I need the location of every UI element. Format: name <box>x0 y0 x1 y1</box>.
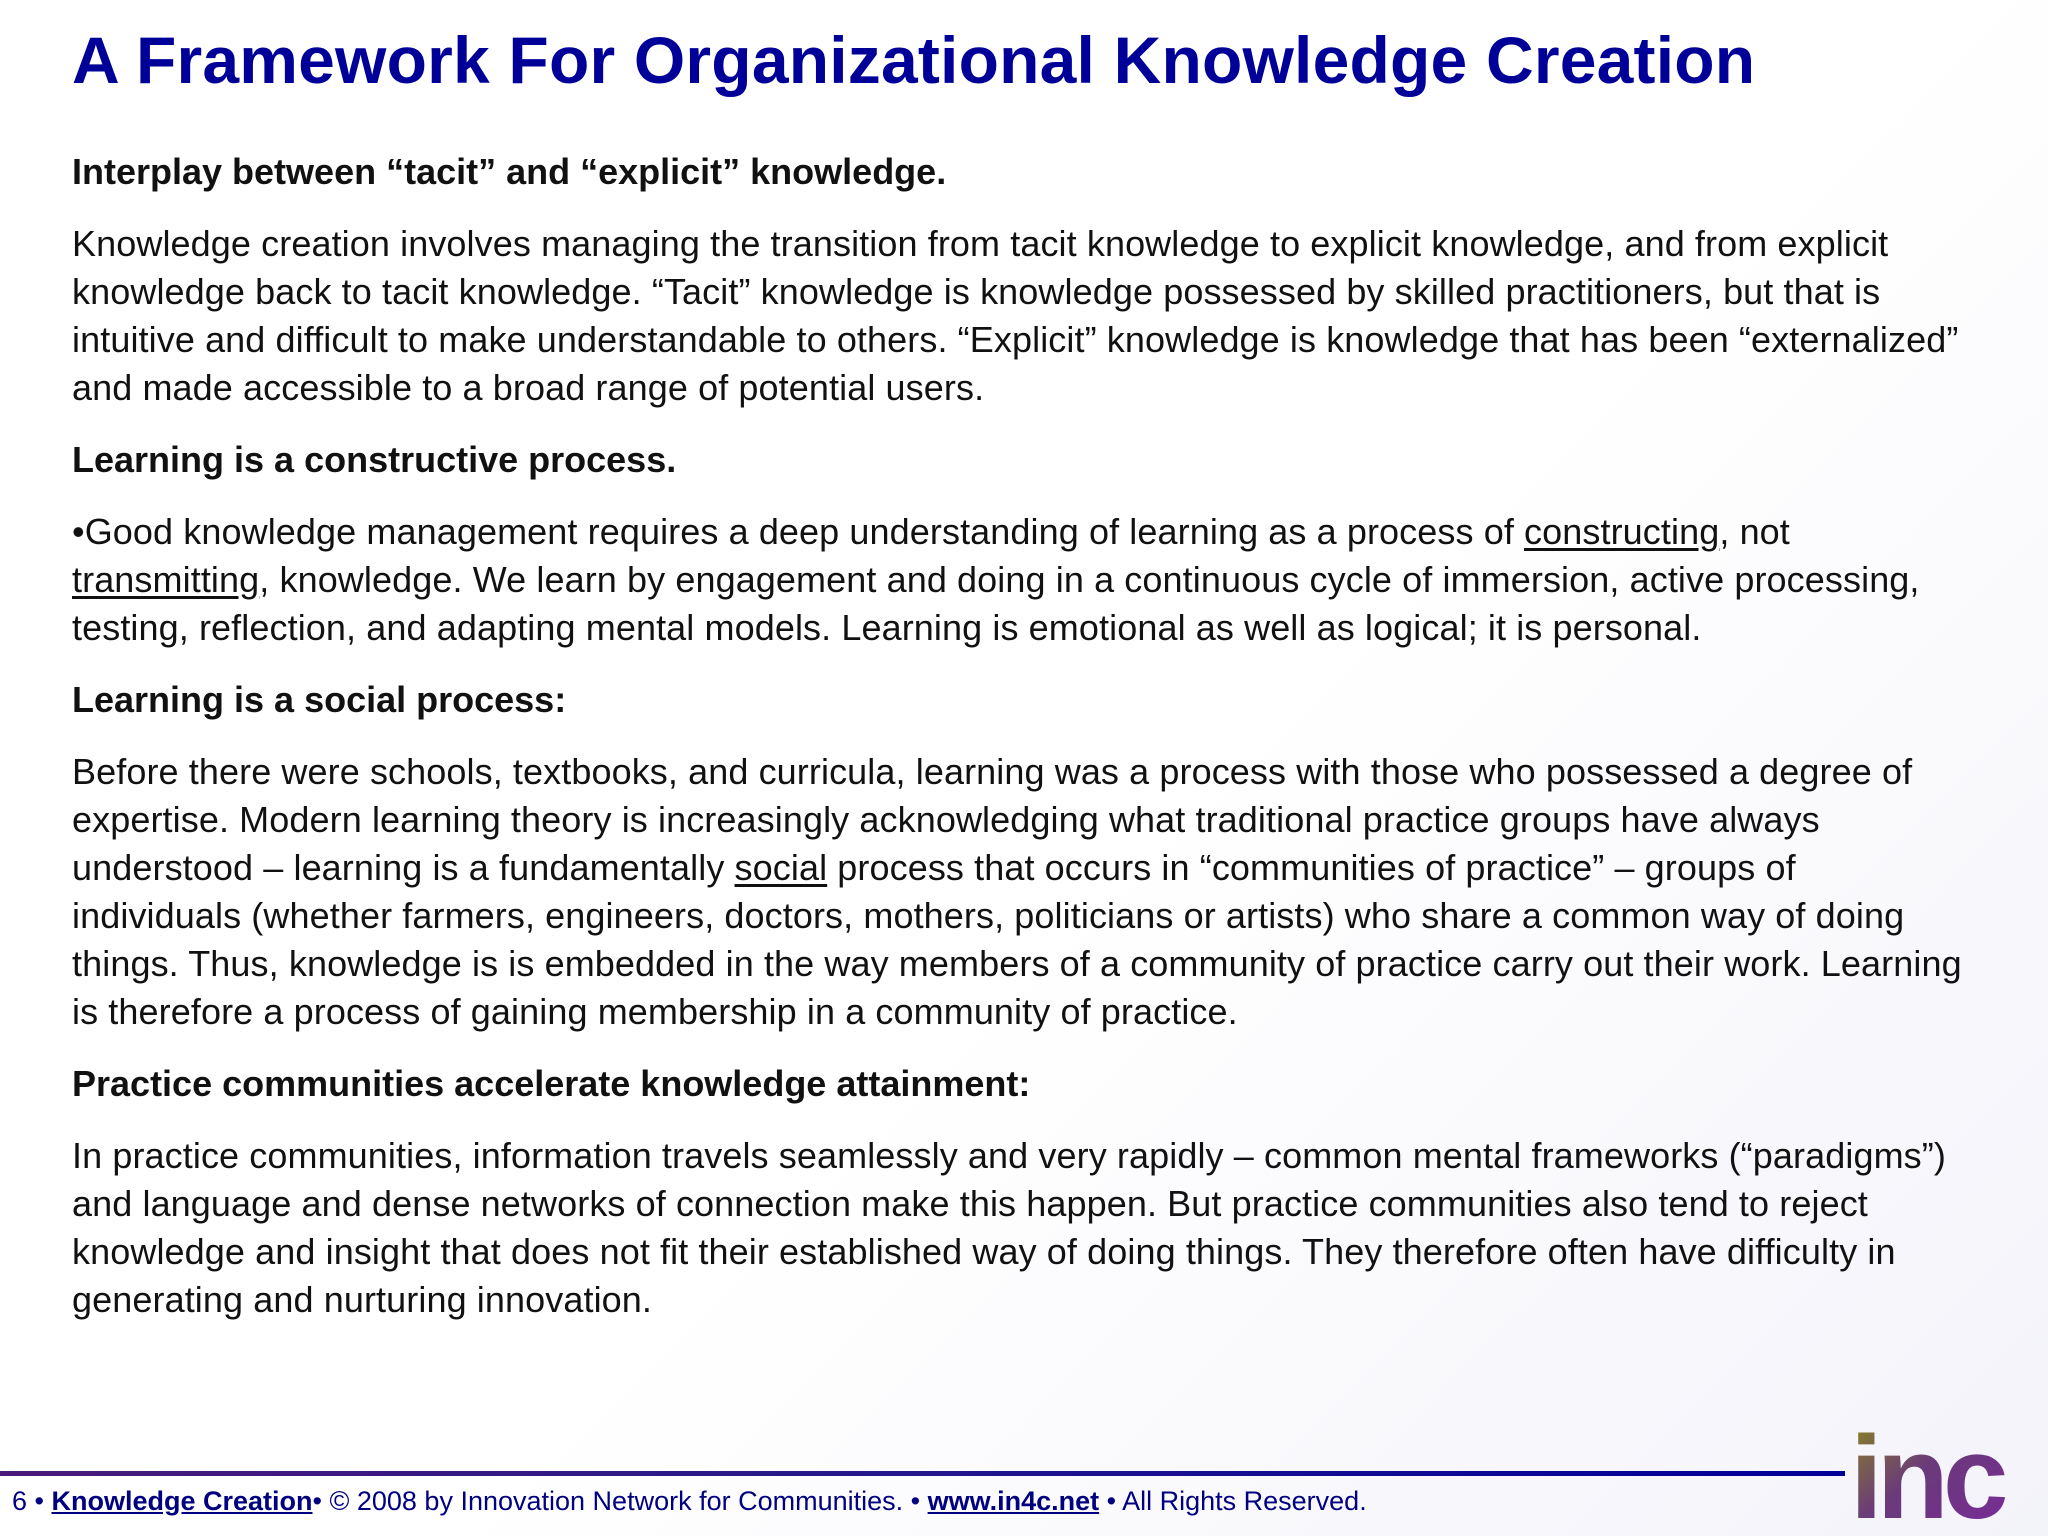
section-body-practice-communities: In practice communities, information travels seamlessly and very rapidly – common mental frameworks (“paradigms”) and language and dense networks of connection make this happen. But practice communities also tend to reject knowledge and insight that does not fit their established way of doing things. They therefore often have difficulty in generating and nurturing innovation. <box>72 1135 1946 1320</box>
underlined-word-constructing: constructing <box>1524 511 1720 552</box>
text-run: , knowledge. We learn by engagement and doing in a continuous cycle of immersion, active processing, testing, reflection, and adapting mental models. Learning is emotional as well as logical; it is personal. <box>72 559 1920 648</box>
section-heading-practice-communities: Practice communities accelerate knowledge attainment: <box>72 1063 1031 1104</box>
slide-content <box>72 148 1962 1348</box>
website-link[interactable]: www.in4c.net <box>927 1486 1100 1516</box>
section-body-tacit-explicit: Knowledge creation involves managing the transition from tacit knowledge to explicit knowledge, and from explicit knowledge back to tacit knowledge. “Tacit” knowledge is knowledge possessed by skilled practitioners, but that is intuitive and difficult to make understandable to others. “Explicit” knowledge is knowledge that has been “externalized” and made accessible to a broad range of potential users. <box>72 223 1959 408</box>
section-heading-constructive: Learning is a constructive process. <box>72 439 677 480</box>
section-heading-social: Learning is a social process: <box>72 679 567 720</box>
page-number: 6 • <box>12 1486 52 1516</box>
underlined-word-transmitting: transmitting <box>72 559 260 600</box>
text-run: Before there were schools, textbooks, and curricula, learning was a process with those who possessed a degree of expertise. Modern learning theory is increasingly acknowledging what traditional practice groups have always understood – learning is a fundamentally <box>72 751 1913 888</box>
copyright-text: • © 2008 by Innovation Network for Communities. • <box>312 1486 928 1516</box>
slide-title: A Framework For Organizational Knowledge Creation <box>72 23 1756 97</box>
knowledge-creation-link[interactable]: Knowledge Creation <box>51 1486 313 1516</box>
underlined-word-social: social <box>734 847 828 888</box>
text-run: process that occurs in “communities of practice” – groups of individuals (whether farmers, engineers, doctors, mothers, politicians or artists) who share a common way of doing things. Thus, knowledge is is embedded in the way members of a community of practice carry out their work. Learning is therefore a process of gaining membership in a community of practice. <box>72 847 1962 1032</box>
logo-text: inc <box>1850 1420 2003 1530</box>
text-run: •Good knowledge management requires a deep understanding of learning as a process of <box>72 511 1525 552</box>
footer-divider <box>0 1471 1845 1476</box>
text-run: , not <box>1719 511 1790 552</box>
footer <box>12 1486 1367 1517</box>
section-body-constructive <box>72 508 1962 652</box>
section-body-social <box>72 748 1962 1036</box>
rights-text: • All Rights Reserved. <box>1099 1486 1367 1516</box>
section-heading-tacit-explicit: Interplay between “tacit” and “explicit” knowledge. <box>72 151 947 192</box>
inc-logo <box>1846 1420 2046 1530</box>
